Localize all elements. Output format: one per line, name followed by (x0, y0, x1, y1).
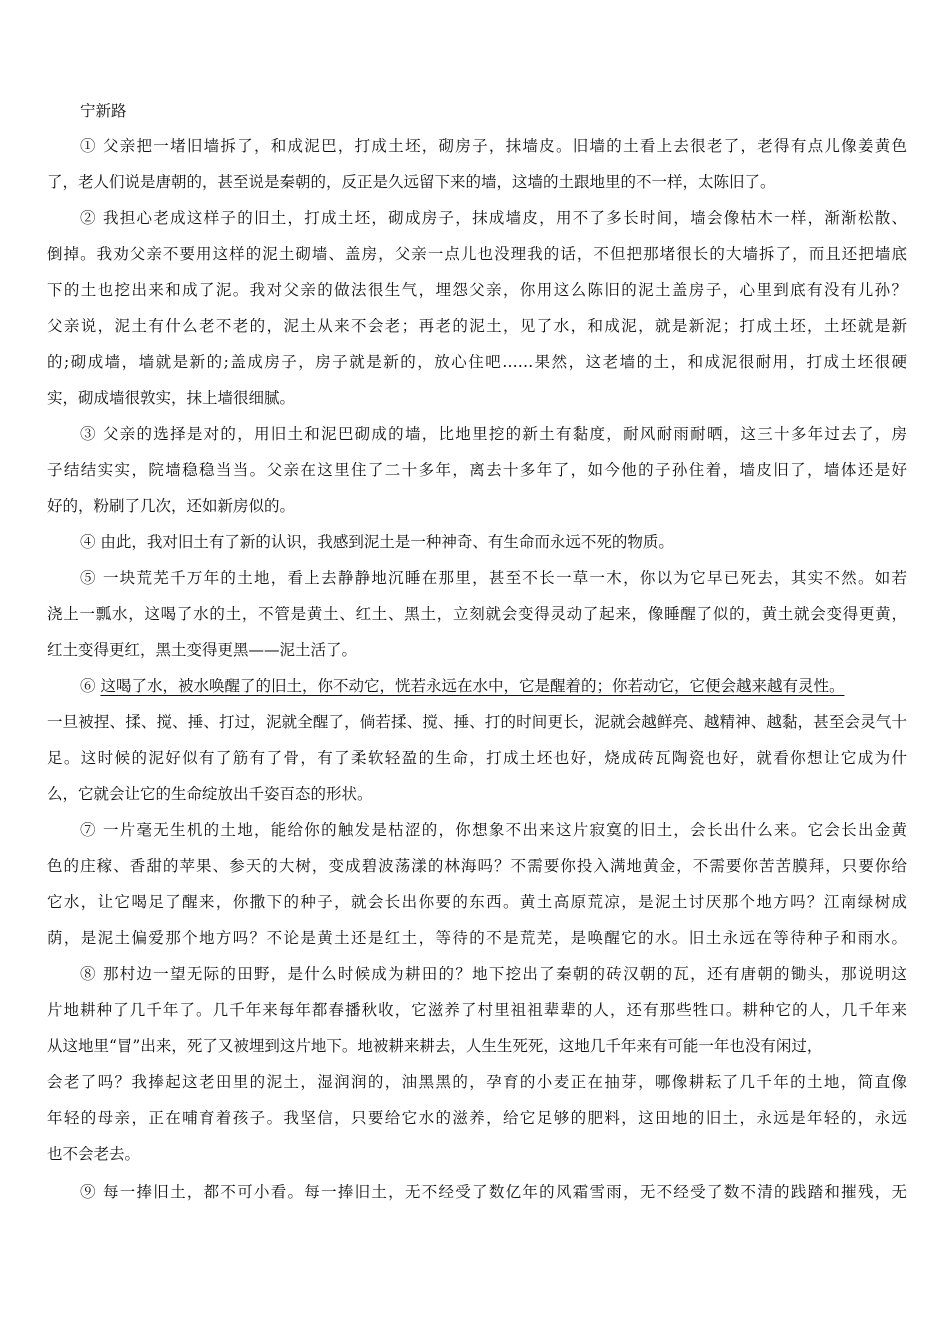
paragraph-8-line-4: 会老了吗？我捧起这老田里的泥土，湿润润的，油黑黑的，孕育的小麦正在抽芽，哪像耕耘了几千年的土地，简直像 (47, 1073, 907, 1091)
underlined-sentence: 这喝了水，被水唤醒了的旧土，你不动它，恍若永远在水中，它是醒着的；你若动它，它便会越来越有灵性。 (100, 677, 845, 695)
paragraph-6-line-1 (80, 676, 907, 696)
paragraph-7-line-1: ⑦ 一片毫无生机的土地，能给你的触发是枯涩的，你想象不出来这片寂寞的旧土，会长出什么来。它会长出金黄 (80, 821, 907, 839)
paragraph-3-line-1: ③ 父亲的选择是对的，用旧土和泥巴砌成的墙，比地里挖的新土有黏度，耐风耐雨耐晒，这三十多年过去了，房 (80, 425, 907, 443)
paragraph-5-line-3: 红土变得更红，黑土变得更黑——泥土活了。 (47, 641, 358, 659)
paragraph-7-line-4: 荫，是泥土偏爱那个地方吗？不论是黄土还是红土，等待的不是荒芜，是唤醒它的水。旧土永远在等待种子和雨水。 (47, 929, 907, 947)
paragraph-8-line-6: 也不会老去。 (47, 1145, 141, 1163)
paragraph-1-line-2: 了，老人们说是唐朝的，甚至说是秦朝的，反正是久远留下来的墙，这墙的土跟地里的不一样，太陈旧了。 (47, 173, 776, 191)
paragraph-8-line-1: ⑧ 那村边一望无际的田野，是什么时候成为耕田的？地下挖出了秦朝的砖汉朝的瓦，还有唐朝的锄头，那说明这 (80, 965, 907, 983)
paragraph-2-line-4: 父亲说，泥土有什么老不老的，泥土从来不会老；再老的泥土，见了水，和成泥，就是新泥；打成土坯，土坯就是新 (47, 317, 907, 335)
paragraph-7-line-3: 它水，让它喝足了醒来，你撒下的种子，就会长出你要的东西。黄土高原荒凉，是泥土讨厌那个地方吗？江南绿树成 (47, 893, 907, 911)
paragraph-8-line-3: 从这地里“冒”出来，死了又被埋到这片地下。地被耕来耕去，人生生死死，这地几千年来有可能一年也没有闲过， (47, 1037, 823, 1055)
paragraph-3-line-3: 好的，粉刷了几次，还如新房似的。 (47, 497, 296, 515)
paragraph-2-line-2: 倒掉。我劝父亲不要用这样的泥土砌墙、盖房，父亲一点儿也没理我的话，不但把那堵很长的大墙拆了，而且还把墙底 (47, 245, 907, 263)
paragraph-8-line-2: 片地耕种了几千年了。几千年来每年都春播秋收，它滋养了村里祖祖辈辈的人，还有那些牲口。耕种它的人，几千年来 (47, 1001, 907, 1019)
paragraph-7-line-2: 色的庄稼、香甜的苹果、参天的大树，变成碧波荡漾的林海吗？不需要你投入满地黄金，不需要你苦苦膜拜，只要你给 (47, 857, 907, 875)
paragraph-3-line-2: 子结结实实，院墙稳稳当当。父亲在这里住了二十多年，离去十多年了，如今他的子孙住着，墙皮旧了，墙体还是好 (47, 461, 907, 479)
paragraph-6-line-3: 足。这时候的泥好似有了筋有了骨，有了柔软轻盈的生命，打成土坯也好，烧成砖瓦陶瓷也好，就看你想让它成为什 (47, 749, 907, 767)
paragraph-5-line-1: ⑤ 一块荒芜千万年的土地，看上去静静地沉睡在那里，甚至不长一草一木，你以为它早已死去，其实不然。如若 (80, 569, 907, 587)
paragraph-4-line-1: ④ 由此，我对旧土有了新的认识，我感到泥土是一种神奇、有生命而永远不死的物质。 (80, 533, 674, 551)
paragraph-1-line-1: ① 父亲把一堵旧墙拆了，和成泥巴，打成土坯，砌房子，抹墙皮。旧墙的土看上去很老了，老得有点儿像姜黄色 (80, 137, 907, 155)
paragraph-6-number: ⑥ (80, 677, 101, 695)
author-name: 宁新路 (80, 102, 127, 120)
paragraph-2-line-6: 实，砌成墙很敦实，抹上墙很细腻。 (47, 389, 296, 407)
paragraph-8-line-5: 年轻的母亲，正在哺育着孩子。我坚信，只要给它水的滋养，给它足够的肥料，这田地的旧土，永远是年轻的，永远 (47, 1109, 907, 1127)
paragraph-6-line-4: 么，它就会让它的生命绽放出千姿百态的形状。 (47, 785, 373, 803)
paragraph-2-line-1: ② 我担心老成这样子的旧土，打成土坯，砌成房子，抹成墙皮，用不了多长时间，墙会像枯木一样，渐渐松散、 (80, 209, 907, 227)
paragraph-2-line-5: 的;砌成墙，墙就是新的;盖成房子，房子就是新的，放心住吧……果然，这老墙的土，和成泥很耐用，打成土坯很硬 (47, 353, 907, 371)
paragraph-5-line-2: 浇上一瓢水，这喝了水的土，不管是黄土、红土、黑土，立刻就会变得灵动了起来，像睡醒了似的，黄土就会变得更黄， (47, 605, 907, 623)
paragraph-2-line-3: 下的土也挖出来和成了泥。我对父亲的做法很生气，埋怨父亲，你用这么陈旧的泥土盖房子，心里到底有没有儿孙？ (47, 281, 907, 299)
paragraph-9-line-1: ⑨ 每一捧旧土，都不可小看。每一捧旧土，无不经受了数亿年的风霜雪雨，无不经受了数不清的践踏和摧残，无 (80, 1183, 907, 1201)
paragraph-6-line-2: 一旦被捏、揉、搅、捶、打过，泥就全醒了，倘若揉、搅、捶、打的时间更长，泥就会越鲜亮、越精神、越黏，甚至会灵气十 (47, 713, 907, 731)
